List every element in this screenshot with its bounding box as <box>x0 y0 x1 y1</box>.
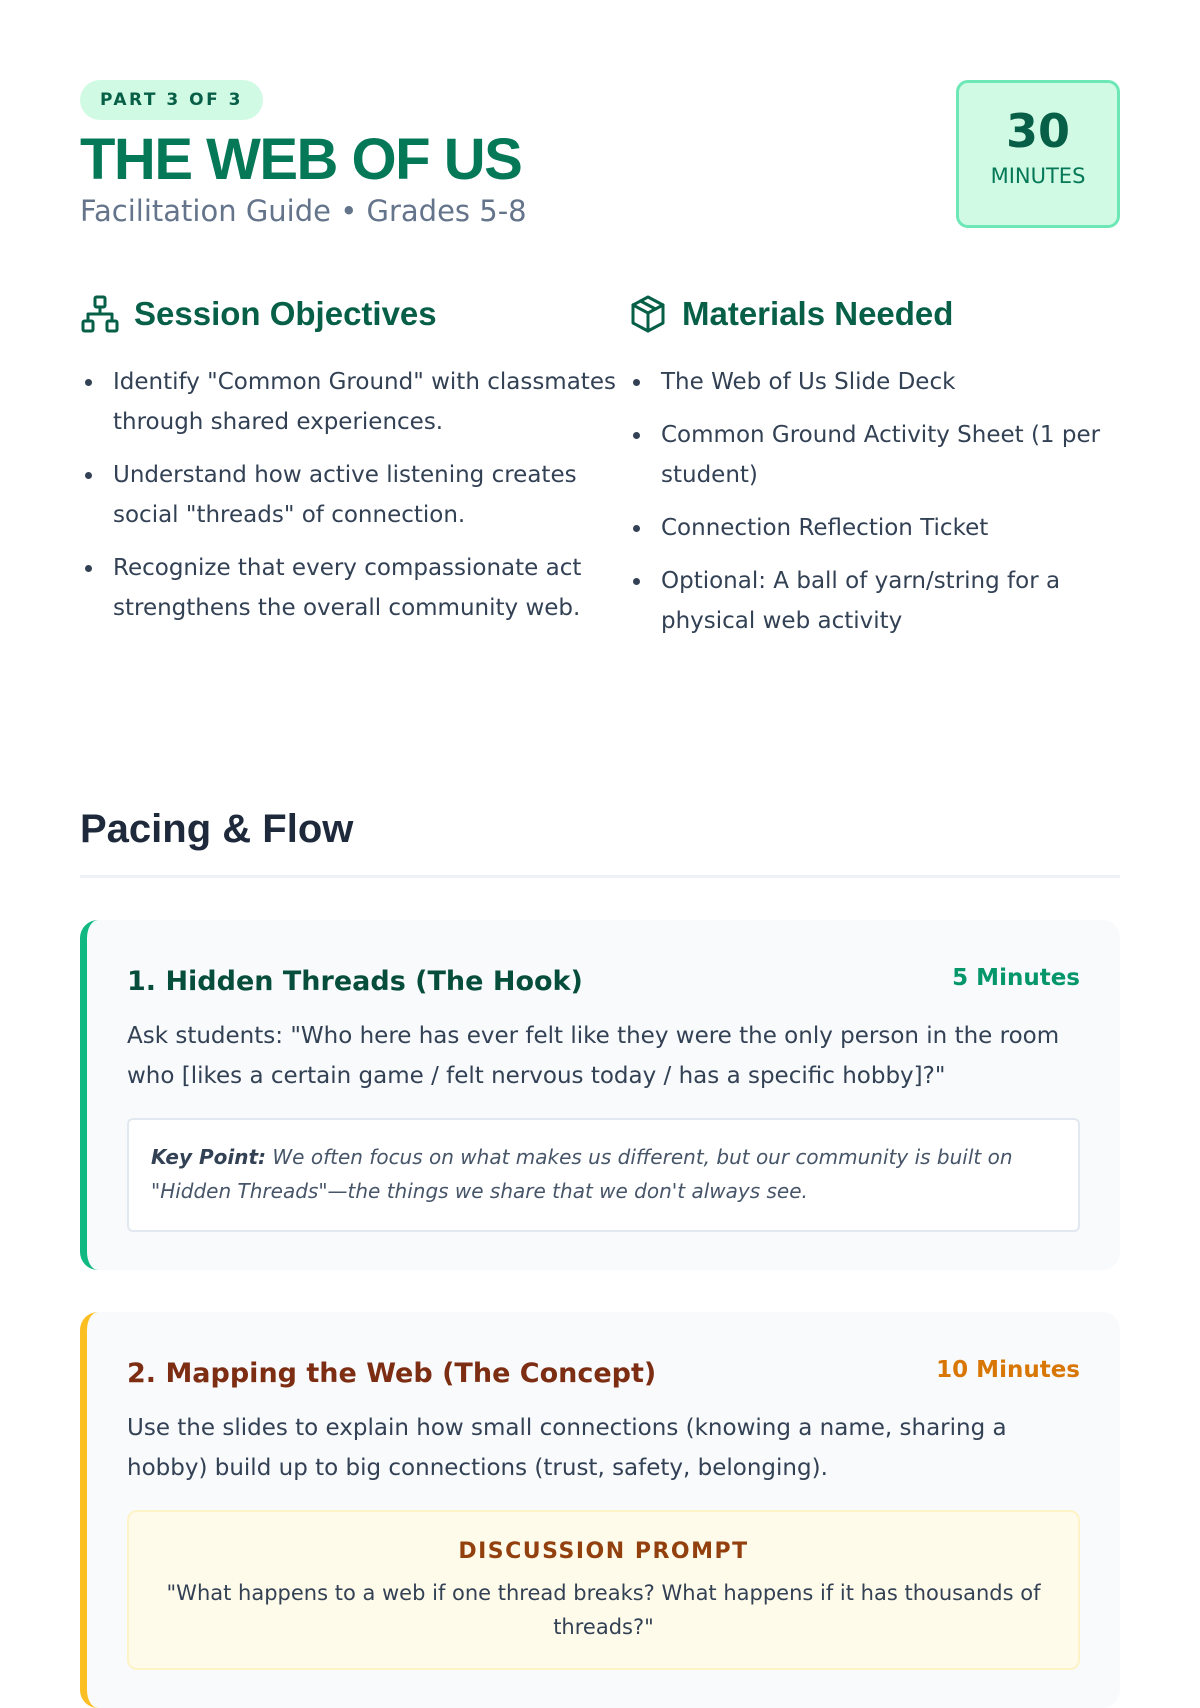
step-description: Ask students: "Who here has ever felt like they were the only person in the room who [likes a certain game / felt nervous today / has a specific hobby]?" <box>127 1023 1060 1089</box>
objectives-heading-label: Session Objectives <box>134 295 437 332</box>
guide-header <box>80 80 1120 232</box>
materials-column <box>628 292 1120 747</box>
materials-list <box>628 362 1120 641</box>
key-point-label: Key Point: <box>151 1145 267 1169</box>
pacing-section-title: Pacing & Flow <box>80 807 354 851</box>
objective-item: Identify "Common Ground" with classmates through shared experiences. <box>80 362 628 442</box>
discussion-prompt-box <box>127 1510 1080 1670</box>
step-card-concept <box>80 1312 1120 1708</box>
discussion-prompt-label: DISCUSSION PROMPT <box>458 1539 749 1564</box>
key-point-text: We often focus on what makes us different, but our community is built on "Hidden Threads"—the things we share that we don't always see. <box>151 1145 1013 1203</box>
duration-box <box>956 80 1120 228</box>
materials-heading-label: Materials Needed <box>682 295 954 332</box>
step-duration: 5 Minutes <box>952 965 1080 991</box>
step-duration: 10 Minutes <box>936 1357 1080 1383</box>
step-title: 1. Hidden Threads (The Hook) <box>127 966 583 997</box>
objectives-column <box>80 292 628 747</box>
step-header <box>127 960 1080 1004</box>
objectives-heading <box>80 292 628 336</box>
material-item: Common Ground Activity Sheet (1 per student) <box>628 415 1120 495</box>
section-divider <box>80 875 1120 878</box>
step-header <box>127 1352 1080 1396</box>
material-item: Connection Reflection Ticket <box>628 508 1120 548</box>
objective-item: Understand how active listening creates social "threads" of connection. <box>80 455 628 535</box>
step-description: Use the slides to explain how small connections (knowing a name, sharing a hobby) build up to big connections (trust, safety, belonging). <box>127 1415 1007 1481</box>
key-point-box <box>127 1118 1080 1232</box>
duration-unit: MINUTES <box>990 164 1086 188</box>
discussion-prompt-text: "What happens to a web if one thread breaks? What happens if it has thousands of threads?" <box>166 1581 1041 1639</box>
objectives-list <box>80 362 628 628</box>
hierarchy-icon <box>80 294 120 334</box>
step-card-hook <box>80 920 1120 1270</box>
materials-heading <box>628 292 1120 336</box>
part-badge: PART 3 OF 3 <box>80 80 263 120</box>
step-title: 2. Mapping the Web (The Concept) <box>127 1358 657 1389</box>
material-item: Optional: A ball of yarn/string for a physical web activity <box>628 561 1120 641</box>
page-title: THE WEB OF US <box>80 127 522 192</box>
material-item: The Web of Us Slide Deck <box>628 362 1120 402</box>
package-icon <box>628 294 668 334</box>
objective-item: Recognize that every compassionate act strengthens the overall community web. <box>80 548 628 628</box>
page-subtitle: Facilitation Guide • Grades 5-8 <box>80 194 527 228</box>
duration-number: 30 <box>1005 104 1070 158</box>
objectives-materials-section <box>80 292 1120 747</box>
